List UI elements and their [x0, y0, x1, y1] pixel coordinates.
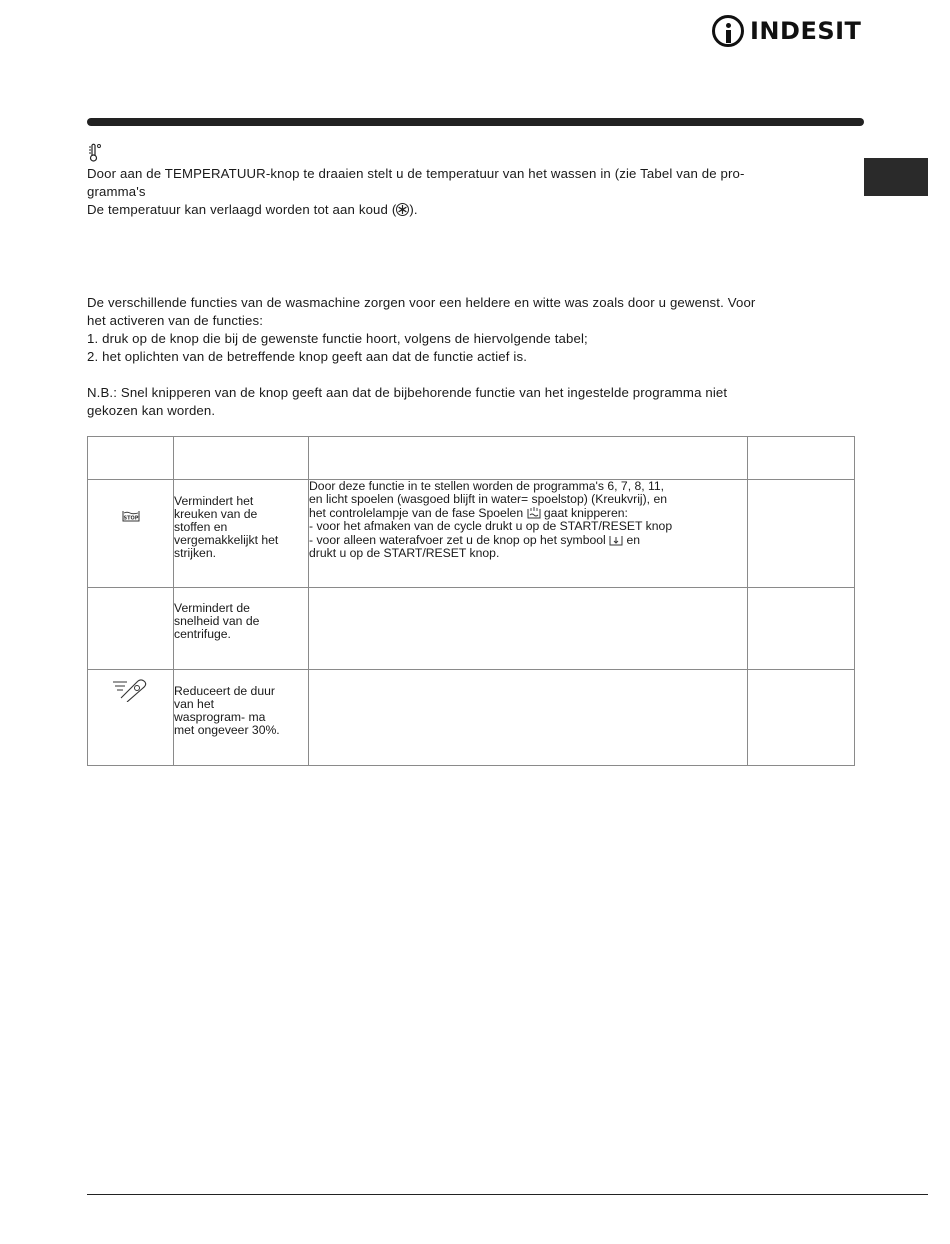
functions-step-2: 2. het oplichten van de betreffende knop geeft aan dat de functie actief is. — [87, 349, 528, 364]
temperature-section — [87, 165, 847, 219]
effect-line: stoffen en — [174, 520, 228, 534]
table-row — [88, 480, 855, 588]
indesit-i-icon — [712, 15, 744, 47]
effect-line: strijken. — [174, 546, 216, 560]
desc-line: Door deze functie in te stellen worden de programma's 6, 7, 8, 11, — [309, 479, 665, 493]
desc-line: het controlelampje van de fase Spoelen gaat knipperen: — [309, 506, 628, 520]
drain-icon — [609, 533, 623, 546]
temperature-line-1: Door aan de TEMPERATUUR-knop te draaien stelt u de temperatuur van het wassen in (zie Tabel van de pro- — [87, 166, 745, 181]
functions-note-2: gekozen kan worden. — [87, 403, 216, 418]
anti-crease-stop-icon — [121, 508, 141, 524]
functions-table — [87, 436, 855, 766]
language-tab — [864, 158, 928, 196]
effect-line: Vermindert de — [174, 601, 250, 615]
quick-wash-icon — [111, 676, 151, 702]
footer-rule — [87, 1194, 928, 1195]
effect-line: van het — [174, 697, 214, 711]
table-row — [88, 588, 855, 670]
thermometer-icon — [88, 143, 104, 163]
rinse-icon — [527, 506, 541, 519]
functions-intro-line-1: De verschillende functies van de wasmachine zorgen voor een heldere en witte was zoals door u gewenst. Voor — [87, 295, 756, 310]
snowflake-icon — [396, 203, 409, 216]
effect-line: met ongeveer 30%. — [174, 723, 280, 737]
desc-line: - voor alleen waterafvoer zet u de knop op het symbool en — [309, 533, 641, 547]
effect-line: centrifuge. — [174, 627, 231, 641]
effect-line: Reduceert de duur — [174, 684, 275, 698]
effect-line: snelheid van de — [174, 614, 260, 628]
desc-line: drukt u op de START/RESET knop. — [309, 546, 500, 560]
indesit-logo — [712, 12, 861, 50]
effect-line: Vermindert het — [174, 494, 254, 508]
desc-line: en licht spoelen (wasgoed blijft in water= spoelstop) (Kreukvrij), en — [309, 492, 668, 506]
effect-line: vergemakkelijkt het — [174, 533, 279, 547]
effect-line: kreuken van de — [174, 507, 258, 521]
temperature-line-3: De temperatuur kan verlaagd worden tot aan koud ( ). — [87, 202, 418, 217]
effect-line: wasprogram- ma — [174, 710, 266, 724]
desc-line: - voor het afmaken van de cycle drukt u op de START/RESET knop — [309, 519, 673, 533]
functions-step-1: 1. druk op de knop die bij de gewenste functie hoort, volgens de hiervolgende tabel; — [87, 331, 588, 346]
functions-intro — [87, 294, 847, 420]
header-bar — [87, 118, 864, 126]
table-header-row — [88, 437, 855, 480]
brand-name: INDESIT — [750, 17, 862, 45]
svg-text:STOP: STOP — [123, 515, 138, 522]
table-row — [88, 670, 855, 766]
temperature-line-2: gramma's — [87, 184, 146, 199]
functions-intro-line-2: het activeren van de functies: — [87, 313, 264, 328]
functions-note-1: N.B.: Snel knipperen van de knop geeft aan dat de bijbehorende functie van het ingestelde programma niet — [87, 385, 728, 400]
